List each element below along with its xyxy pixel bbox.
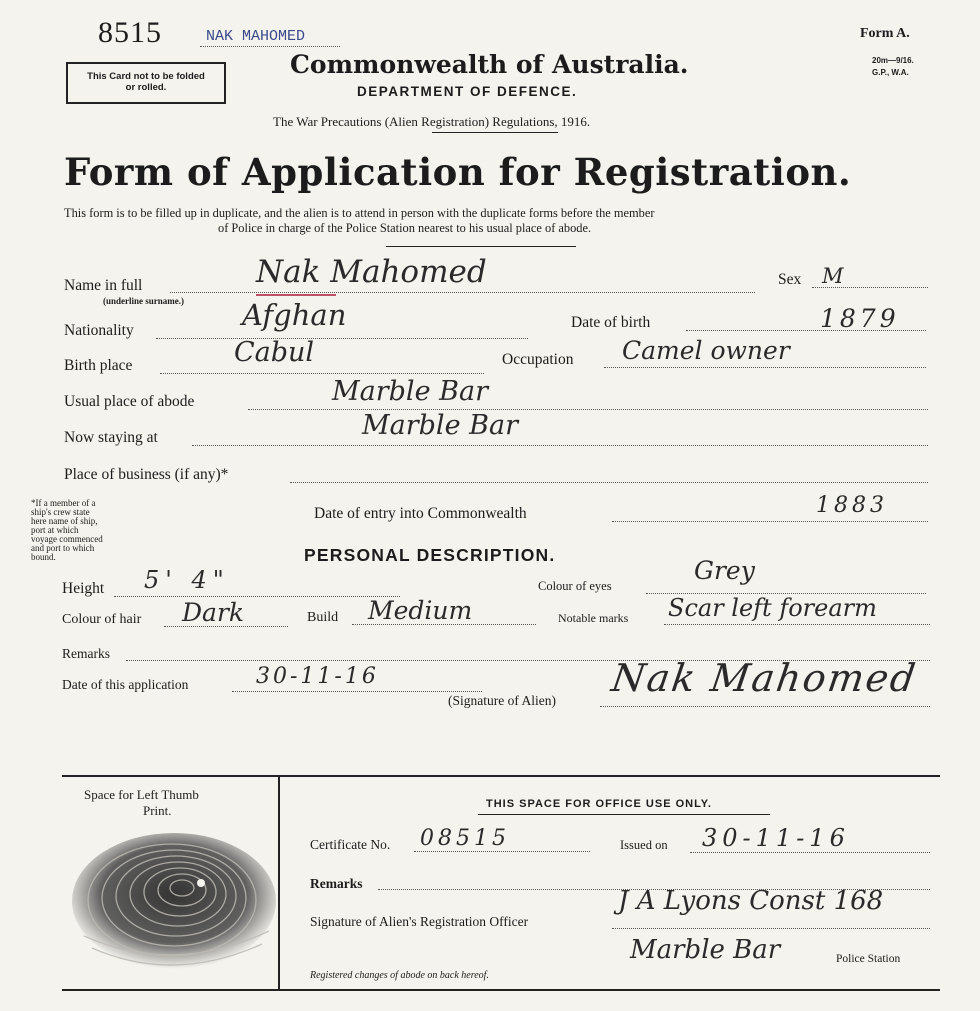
name-sublabel: (underline surname.): [103, 296, 184, 306]
abode-dotline: [248, 409, 928, 410]
thumb-label-line1: Space for Left Thumb: [84, 787, 199, 802]
footnote-line6: and port to which: [31, 543, 95, 553]
height-label: Height: [62, 580, 105, 597]
occupation-dotline: [604, 367, 926, 368]
hair-label: Colour of hair: [62, 612, 142, 627]
birthplace-dotline: [160, 373, 484, 374]
sex-value: M: [822, 264, 844, 288]
build-label: Build: [307, 610, 339, 625]
stamped-name: NAK MAHOMED: [206, 28, 306, 45]
application-date-value: 30-11-16: [256, 664, 379, 689]
footer-note: Registered changes of abode on back hereof.: [310, 970, 489, 981]
officer-signature-line2: Marble Bar: [630, 935, 781, 965]
surname-underline: [256, 294, 336, 296]
marks-value: Scar left forearm: [668, 594, 877, 622]
footnote-line1: *If a member of a: [31, 498, 96, 508]
birthplace-label: Birth place: [64, 357, 133, 374]
fold-notice-box: [66, 62, 226, 104]
name-dotline: [170, 292, 755, 293]
height-value: 5' 4": [144, 566, 230, 594]
staying-value: Marble Bar: [362, 410, 518, 441]
certificate-label: Certificate No.: [310, 837, 391, 852]
occupation-value: Camel owner: [622, 336, 790, 365]
marks-label: Notable marks: [558, 611, 629, 625]
dob-value: 1879: [820, 304, 900, 333]
build-value: Medium: [368, 596, 473, 625]
issued-value: 30-11-16: [702, 824, 850, 852]
office-section-top-rule: [62, 775, 940, 777]
nationality-value: Afghan: [242, 298, 347, 332]
office-remarks-label: Remarks: [310, 876, 363, 891]
instructions-divider: [386, 246, 576, 247]
signature-dotline: [600, 706, 930, 707]
eyes-label: Colour of eyes: [538, 579, 612, 593]
print-code-line1: 20m—9/16.: [872, 56, 914, 65]
signature-label: (Signature of Alien): [448, 693, 556, 708]
form-title: Form of Application for Registration.: [64, 150, 852, 194]
officer-label: Signature of Alien's Registration Officer: [310, 914, 529, 929]
officer-signature-line1: J A Lyons Const 168: [618, 886, 884, 916]
thumb-label-line2: Print.: [143, 803, 172, 818]
footnote-line4: port at which: [31, 525, 79, 535]
application-date-label: Date of this application: [62, 677, 189, 692]
application-date-dotline: [232, 691, 482, 692]
issued-label: Issued on: [620, 838, 668, 852]
officer-dotline: [612, 928, 930, 929]
occupation-label: Occupation: [502, 351, 574, 368]
card-number: 8515: [98, 16, 162, 49]
footnote-line7: bound.: [31, 552, 56, 562]
business-dotline: [290, 482, 928, 483]
nationality-dotline: [156, 338, 528, 339]
fold-notice-line2: or rolled.: [125, 82, 167, 93]
department-title: DEPARTMENT OF DEFENCE.: [357, 84, 578, 99]
remarks-label: Remarks: [62, 646, 110, 661]
dob-label: Date of birth: [571, 314, 651, 331]
entry-dotline: [612, 521, 928, 522]
regulations-line: The War Precautions (Alien Registration) Regulations, 1916.: [273, 114, 591, 129]
alien-signature: Nak Mahomed: [608, 656, 920, 700]
abode-label: Usual place of abode: [64, 393, 195, 410]
staying-label: Now staying at: [64, 429, 158, 446]
office-heading-underline: [478, 814, 770, 815]
entry-label: Date of entry into Commonwealth: [314, 505, 527, 522]
thumb-print-image: [64, 826, 284, 986]
regulations-underline: [432, 132, 558, 133]
certificate-value: 08515: [420, 826, 510, 851]
instructions-line1: This form is to be filled up in duplicate, and the alien is to attend in person with the duplicate forms before the member: [64, 206, 655, 220]
form-label: Form A.: [860, 26, 910, 41]
business-label: Place of business (if any)*: [64, 466, 229, 483]
nationality-label: Nationality: [64, 322, 134, 339]
marks-dotline: [664, 624, 930, 625]
sex-label: Sex: [778, 271, 802, 288]
instructions-line2: of Police in charge of the Police Station nearest to his usual place of abode.: [218, 221, 592, 235]
print-code-line2: G.P., W.A.: [872, 68, 909, 77]
country-title: Commonwealth of Australia.: [290, 50, 689, 79]
footnote-line5: voyage commenced: [31, 534, 103, 544]
entry-value: 1883: [816, 493, 888, 518]
footnote-line2: ship's crew state: [31, 507, 90, 517]
certificate-dotline: [414, 851, 590, 852]
stamped-name-underline: [200, 46, 340, 47]
birthplace-value: Cabul: [234, 337, 315, 368]
abode-value: Marble Bar: [332, 376, 488, 407]
footnote-line3: here name of ship,: [31, 516, 98, 526]
hair-value: Dark: [182, 598, 245, 627]
police-station-label: Police Station: [836, 953, 901, 965]
name-label: Name in full: [64, 277, 143, 294]
name-value: Nak Mahomed: [256, 254, 487, 290]
office-section-bottom-rule: [62, 989, 940, 991]
staying-dotline: [192, 445, 928, 446]
height-dotline: [114, 596, 400, 597]
office-heading: THIS SPACE FOR OFFICE USE ONLY.: [486, 798, 712, 810]
description-heading: PERSONAL DESCRIPTION.: [304, 545, 556, 565]
issued-dotline: [690, 852, 930, 853]
eyes-value: Grey: [694, 556, 755, 585]
fold-notice-line1: This Card not to be folded: [87, 71, 205, 82]
